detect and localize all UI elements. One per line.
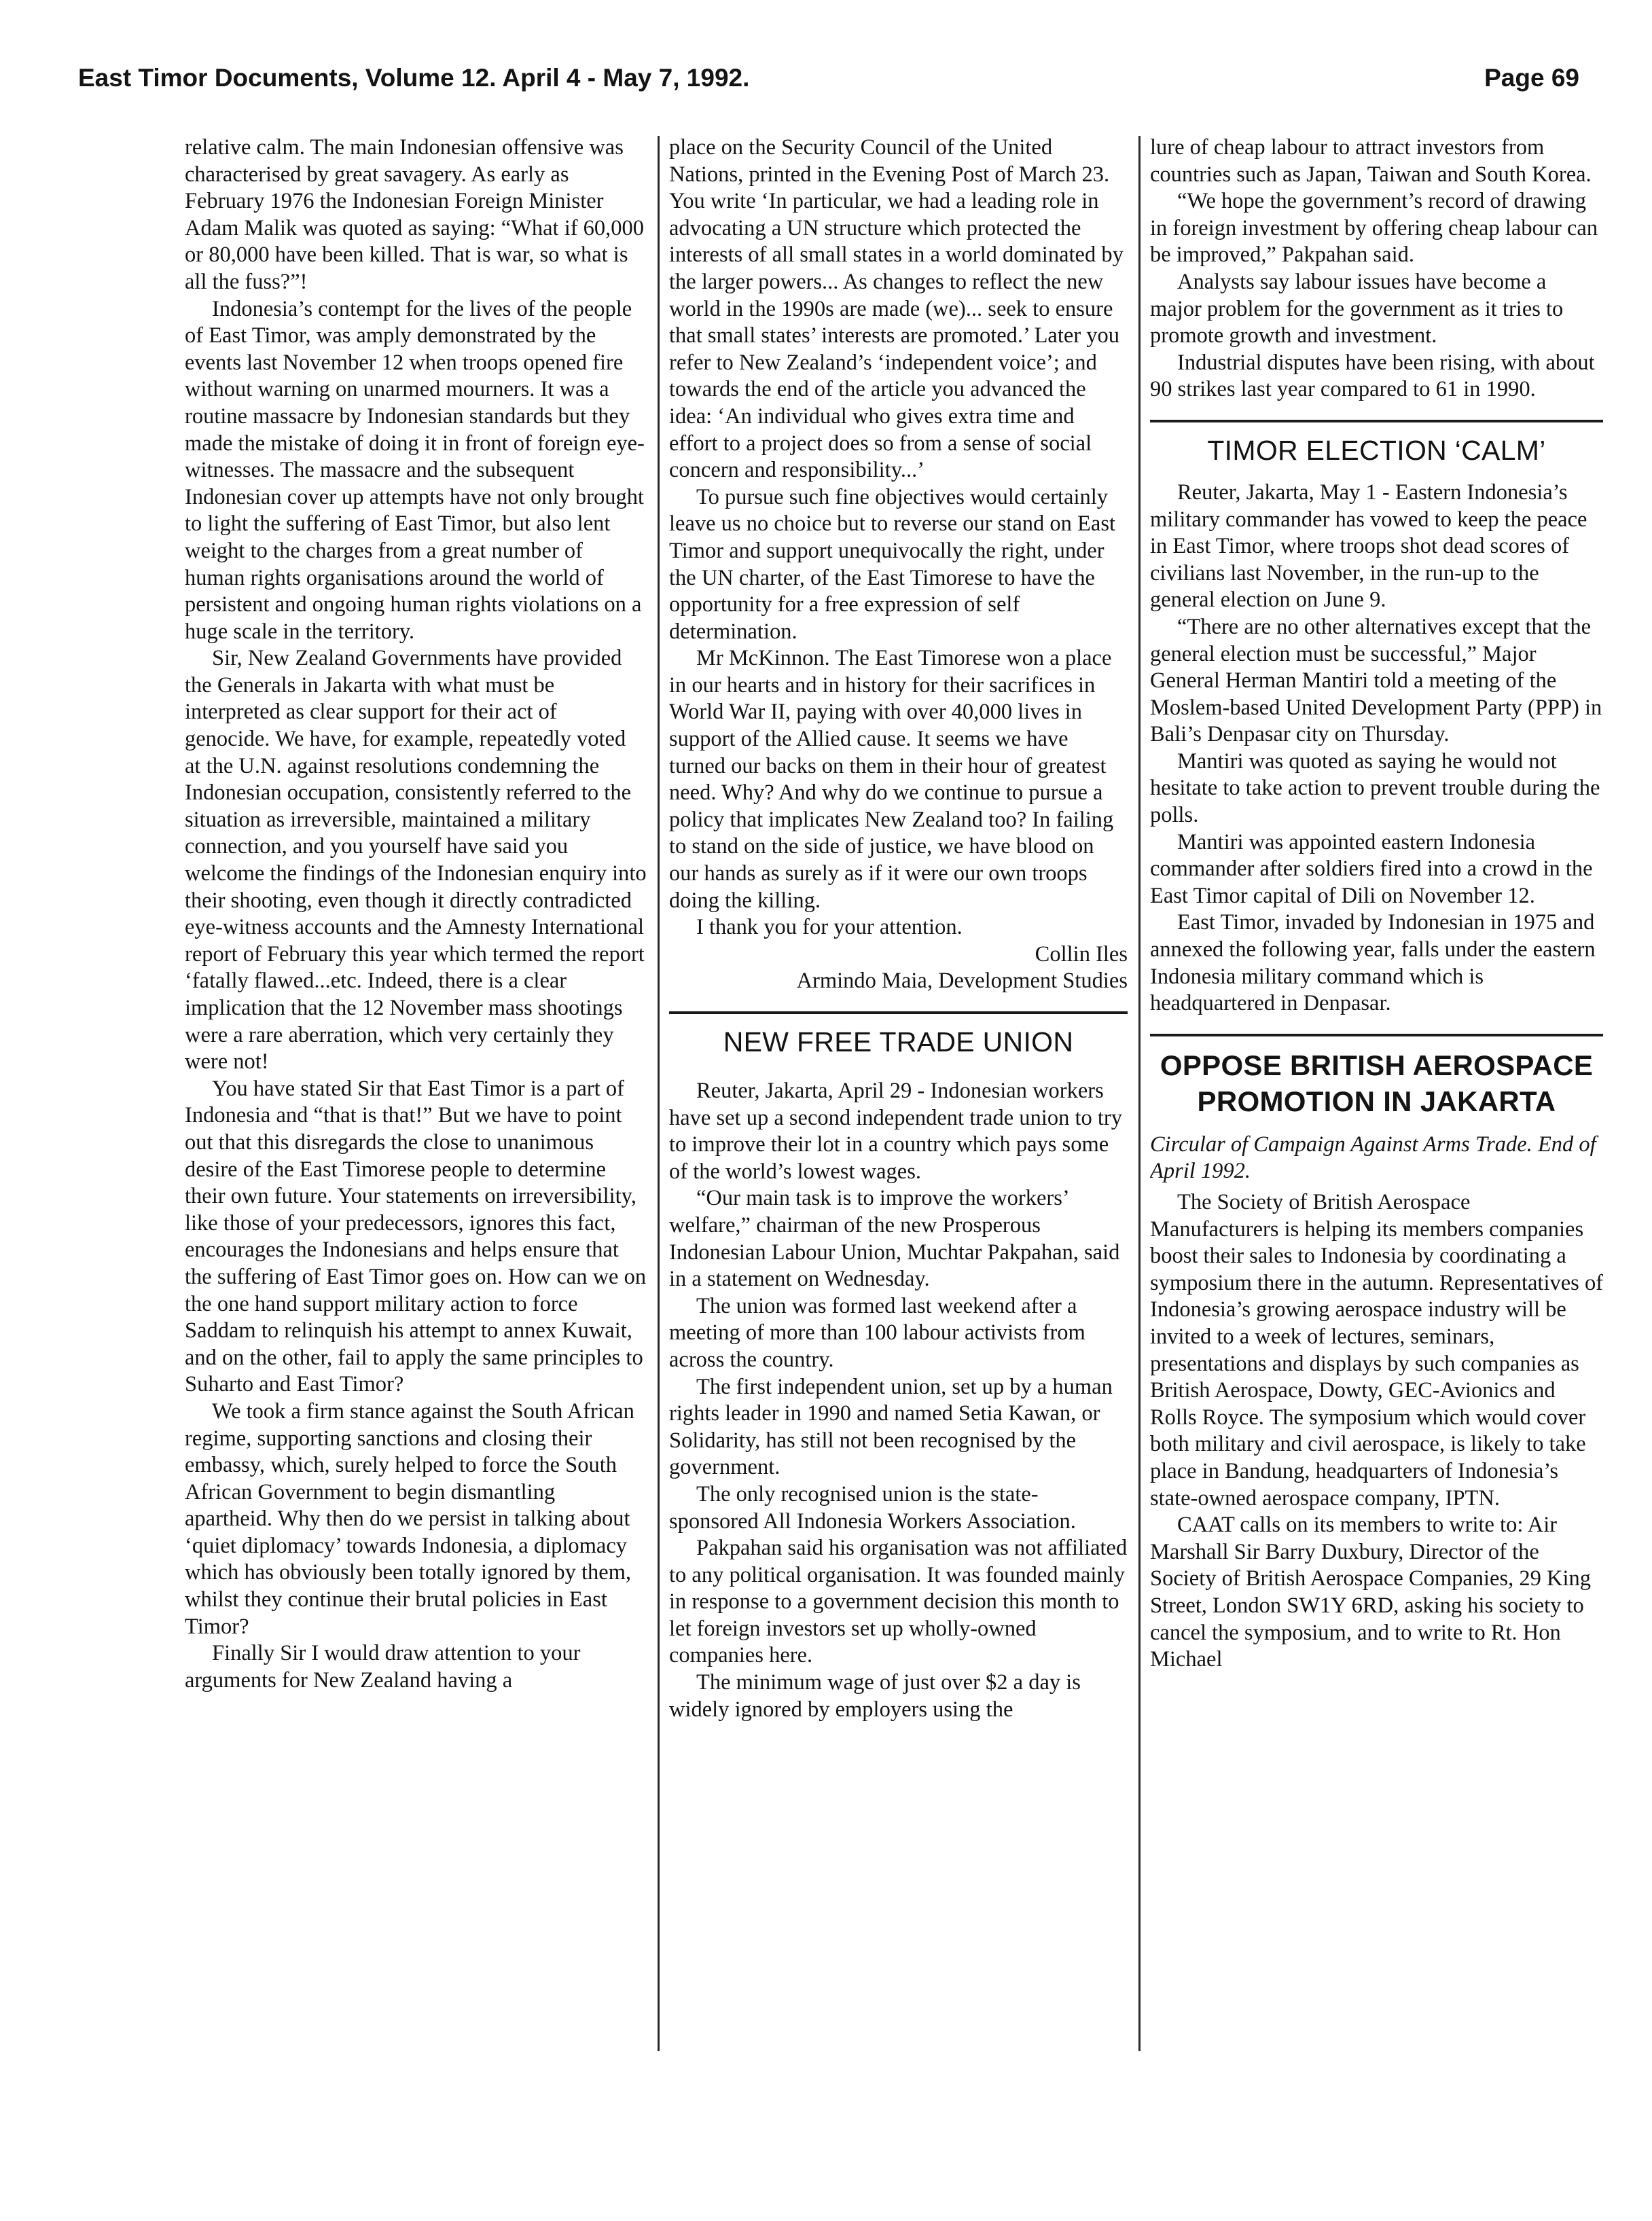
paragraph: Reuter, Jakarta, April 29 - Indonesian workers have set up a second independent trade union to try to improve their lot in a country which pays some of the world’s lowest wages. [669, 1079, 1122, 1184]
column-divider [1138, 136, 1141, 2051]
column-2 [669, 134, 1128, 2077]
paragraph: “We hope the government’s record of drawing in foreign investment by offering cheap labour can be improved,” Pakpahan said. [1150, 189, 1598, 268]
paragraph: The union was formed last weekend after a meeting of more than 100 labour activists from across the country. [669, 1293, 1085, 1372]
article-headline: NEW FREE TRADE UNION [723, 1026, 1074, 1058]
paragraph: Mr McKinnon. The East Timorese won a place in our hearts and in history for their sacrifices in World War II, paying with over 40,000 lives in support of the Allied cause. It seems we have turned our backs on them in their hour of greatest need. Why? And why do we continue to pursue a policy that implicates New Zealand too? In failing to stand on the side of justice, we have blood on our hands as surely as if it were our own troops doing the killing. [669, 646, 1114, 913]
article-source: Circular of Campaign Against Arms Trade. End of April 1992. [1150, 1132, 1596, 1184]
paragraph: The Society of British Aerospace Manufacturers is helping its members companies boost their sales to Indonesia by coordinating a symposium there in the autumn. Representatives of Indonesia’s growing aerospace industry will be invited to a week of lectures, seminars, presentations and displays by such companies as British Aerospace, Dowty, GEC-Avionics and Rolls Royce. The symposium which would cover both military and civil aerospace, is likely to take place in Bandung, headquarters of Indonesia’s state-owned aerospace company, IPTN. [1150, 1190, 1603, 1511]
paragraph: lure of cheap labour to attract investors from countries such as Japan, Taiwan and South Korea. [1150, 135, 1592, 187]
section-divider [1150, 1034, 1603, 1036]
paragraph: place on the Security Council of the United Nations, printed in the Evening Post of March 23. You write ‘In particular, we had a leading role in advocating a UN structure which protected the interests of all small states in a world dominated by the larger powers... As changes to reflect the new world in the 1990s are made (we)... seek to ensure that small states’ interests are promoted.’ Later you refer to New Zealand’s ‘independent voice’; and towards the end of the article you advanced the idea: ‘An individual who gives extra time and effort to a project does so from a sense of social concern and responsibility...’ [669, 135, 1124, 483]
paragraph: Sir, New Zealand Governments have provided the Generals in Jakarta with what must be interpreted as clear support for their act of genocide. We have, for example, repeatedly voted at the U.N. against resolutions condemning the Indonesian occupation, consistently referred to the situation as irreversible, maintained a military connection, and you yourself have said you welcome the findings of the Indonesian enquiry into their shooting, even though it directly contradicted eye-witness accounts and the Amnesty International report of February this year which termed the report ‘fatally flawed...etc. Indeed, there is a clear implication that the 12 November mass shootings were a rare aberration, which very certainly they were not! [185, 646, 647, 1075]
paragraph: Analysts say labour issues have become a major problem for the government as it tries to promote growth and investment. [1150, 269, 1564, 348]
page-number: Page 69 [1484, 64, 1579, 92]
paragraph: “There are no other alternatives except that the general election must be successful,” Major General Herman Mantiri told a meeting of the Moslem-based United Development Party (PPP) in Bali’s Denpasar city on Thursday. [1150, 614, 1602, 747]
election-headline: TIMOR ELECTION ‘CALM’ [1207, 434, 1546, 466]
paragraph: Indonesia’s contempt for the lives of the people of East Timor, was amply demonstrated by the events last November 12 when troops opened fire without warning on unarmed mourners. It was a routine massacre by Indonesian standards but they made the mistake of doing it in front of foreign eye-witnesses. The massacre and the subsequent Indonesian cover up attempts have not only brought to light the suffering of East Timor, but also lent weight to the charges from a great number of human rights organisations around the world of persistent and ongoing human rights violations on a huge scale in the territory. [185, 296, 645, 644]
paragraph: The only recognised union is the state-sponsored All Indonesia Workers Association. [669, 1481, 1076, 1534]
paragraph: Pakpahan said his organisation was not affiliated to any political organisation. It was founded mainly in response to a government decision this month to let foreign investors set up wholly-owned companies here. [669, 1536, 1128, 1668]
page-header [78, 54, 1579, 102]
paragraph: East Timor, invaded by Indonesian in 1975 and annexed the following year, falls under the eastern Indonesia military command which is headquartered in Denpasar. [1150, 910, 1596, 1016]
section-divider [1150, 420, 1603, 422]
paragraph: Industrial disputes have been rising, with about 90 strikes last year compared to 61 in 1990. [1150, 350, 1595, 402]
signature-affiliation: Armindo Maia, Development Studies [796, 969, 1128, 994]
paragraph: We took a firm stance against the South African regime, supporting sanctions and closing their embassy, which, surely helped to force the South African Government to begin dismantling apartheid. Why then do we persist in talking about ‘quiet diplomacy’ towards Indonesia, a diplomacy which has obviously been totally ignored by them, whilst they continue their brutal policies in East Timor? [185, 1398, 634, 1639]
paragraph: I thank you for your attention. [696, 915, 963, 940]
paragraph: The first independent union, set up by a human rights leader in 1990 and named Setia Kawan, or Solidarity, has still not been recognised by the government. [669, 1374, 1113, 1480]
aerospace-headline: OPPOSE BRITISH AEROSPACE PROMOTION IN JAKARTA [1160, 1049, 1594, 1117]
paragraph: To pursue such fine objectives would certainly leave us no choice but to reverse our stand on East Timor and support unequivocally the right, under the UN charter, of the East Timorese to have the opportunity for a free expression of self determination. [669, 484, 1116, 644]
paragraph: Mantiri was quoted as saying he would not hesitate to take action to prevent trouble during the polls. [1150, 748, 1600, 828]
signature-name: Collin Iles [1035, 941, 1128, 967]
paragraph: Finally Sir I would draw attention to your arguments for New Zealand having a [185, 1641, 581, 1693]
publication-title: East Timor Documents, Volume 12. April 4 - May 7, 1992. [78, 64, 750, 92]
paragraph: “Our main task is to improve the workers’ welfare,” chairman of the new Prosperous Indonesian Labour Union, Muchtar Pakpahan, said in a statement on Wednesday. [669, 1186, 1120, 1292]
paragraph: relative calm. The main Indonesian offensive was characterised by great savagery. As early as February 1976 the Indonesian Foreign Minister Adam Malik was quoted as saying: “What if 60,000 or 80,000 have been killed. That is war, so what is all the fuss?”! [185, 135, 645, 294]
paragraph: You have stated Sir that East Timor is a part of Indonesia and “that is that!” But we have to point out that this disregards the close to unanimous desire of the East Timorese people to determine their own future. Your statements on irreversibility, like those of your predecessors, ignores this fact, encourages the Indonesians and helps ensure that the suffering of East Timor goes on. How can we on the one hand support military action to force Saddam to relinquish his attempt to annex Kuwait, and on the other, fail to apply the same principles to Suharto and East Timor? [185, 1076, 647, 1397]
paragraph: The minimum wage of just over $2 a day is widely ignored by employers using the [669, 1670, 1081, 1722]
paragraph: Mantiri was appointed eastern Indonesia commander after soldiers fired into a crowd in the East Timor capital of Dili on November 12. [1150, 829, 1593, 908]
column-divider [658, 136, 660, 2051]
paragraph: Reuter, Jakarta, May 1 - Eastern Indonesia’s military commander has vowed to keep the peace in East Timor, where troops shot dead scores of civilians last November, in the run-up to the general election on June 9. [1150, 480, 1587, 613]
column-3 [1150, 134, 1603, 2077]
section-divider [669, 1011, 1128, 1014]
paragraph: CAAT calls on its members to write to: Air Marshall Sir Barry Duxbury, Director of the Society of British Aerospace Companies, 29 King Street, London SW1Y 6RD, asking his society to cancel the symposium, and to write to Rt. Hon Michael [1150, 1513, 1592, 1672]
column-1 [185, 134, 647, 2077]
